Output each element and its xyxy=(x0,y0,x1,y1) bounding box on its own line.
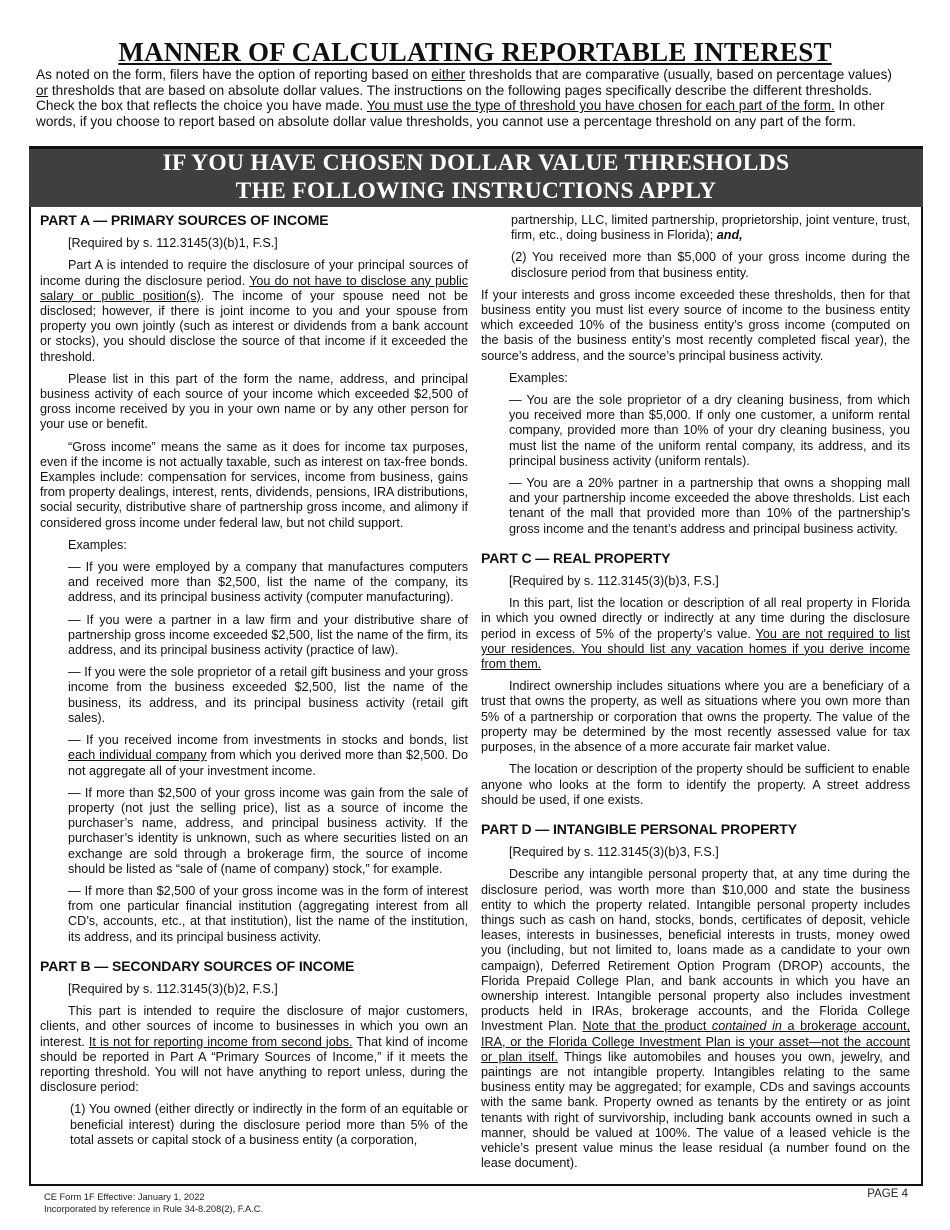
part-b-paragraph: If your interests and gross income exceeded these thresholds, then for that business entity you must list every source of income to the business entity which exceeded 10% of the business entity’s gross income (computed on the basis of the business entity’s most recently completed fiscal year), the source’s address, and the source’s principal business activity. xyxy=(481,287,910,363)
footer-rule: Incorporated by reference in Rule 34-8.208(2), F.A.C. xyxy=(44,1204,264,1214)
part-a-examples-label: Examples: xyxy=(68,537,127,552)
part-a-example: — If you were a partner in a law firm and your distributive share of partnership gross income exceeded $2,500, list the name of the firm, its address, and its principal business activity (practice of law). xyxy=(68,612,468,658)
part-d-paragraph: Describe any intangible personal property that, at any time during the disclosure period, was worth more than $10,000 and state the business entity to which the property related. Intangible personal property includes things such as cash on hand, stocks, bonds, certificates of deposit, vehicle leases, interests in businesses, beneficial interests in trusts, money owed you (including, but not limited to, loans made as a candidate to your own campaign), Deferred Retirement Option Program (DROP) accounts, the Florida Prepaid College Plan, and bank accounts in which you have an ownership interest. Intangible personal property also includes investment products held in IRAs, brokerage accounts, and the Florida College Investment Plan. Note that the product contained in a brokerage account, IRA, or the Florida College Investment Plan is your asset—not the account or plan itself. Things like automobiles and houses you own, jewelry, and paintings are not intangible property. Intangibles relating to the same business entity may be aggregated; for example, CDs and savings accounts with the same bank. Property owned as tenants by the entirety or as joint tenants with right of survivorship, including bank accounts owned in such a manner, should be valued at 100%. The value of a leased vehicle is the vehicle’s present value minus the lease residual (a number found on the lease document). xyxy=(481,867,910,1171)
threshold-banner xyxy=(29,146,923,207)
part-d-heading: PART D — INTANGIBLE PERSONAL PROPERTY xyxy=(481,820,797,837)
part-d-required: [Required by s. 112.3145(3)(b)3, F.S.] xyxy=(509,845,719,860)
left-column xyxy=(40,213,468,1155)
part-c-required: [Required by s. 112.3145(3)(b)3, F.S.] xyxy=(509,574,719,589)
footer-form: CE Form 1F Effective: January 1, 2022 xyxy=(44,1192,205,1202)
part-b-examples-label: Examples: xyxy=(509,370,568,385)
part-a-example: — If you were the sole proprietor of a retail gift business and your gross income from the business exceeded $2,500, list the name of the business, its address, and its principal business activity (retail gift sales). xyxy=(68,665,468,725)
part-b-example: — You are the sole proprietor of a dry cleaning business, from which you received more than $5,000. If only one customer, a uniform rental company, provided more than 10% of your dry cleaning business, you must list the name of the uniform rental company, its address, and its principal business activity (uniform rentals). xyxy=(509,393,910,468)
part-a-example: — If you received income from investments in stocks and bonds, list each individual company from which you derived more than $2,500. Do not aggregate all of your investment income. xyxy=(68,733,468,778)
part-a-paragraph: Please list in this part of the form the name, address, and principal business activity of each source of your income which exceeded $2,500 of gross income received by you in your own name or by any other person for your use or benefit. xyxy=(40,371,468,432)
part-c-paragraph: The location or description of the property should be sufficient to enable anyone who looks at the form to identify the property. A street address should be used, if one exists. xyxy=(481,762,910,807)
part-a-paragraph: Part A is intended to require the disclosure of your principal sources of income during the disclosure period. You do not have to disclose any public salary or public position(s). The income of your spouse need not be disclosed; however, if there is joint income to you and your spouse from property you own jointly (such as interest or dividends from a bank account or stocks), you should disclose the source of that income if it exceeded the threshold. xyxy=(40,258,468,364)
part-a-required: [Required by s. 112.3145(3)(b)1, F.S.] xyxy=(68,236,278,251)
part-b-condition-1-continued: partnership, LLC, limited partnership, proprietorship, joint venture, trust, firm, etc., doing business in Florida); and, xyxy=(511,213,910,243)
part-c-heading: PART C — REAL PROPERTY xyxy=(481,549,671,566)
part-a-example: — If you were employed by a company that manufactures computers and received more than $2,500, list the name of the company, its address, and its principal business activity (computer manufacturing). xyxy=(68,560,468,605)
part-b-condition-2: (2) You received more than $5,000 of your gross income during the disclosure period from that business entity. xyxy=(511,250,910,280)
page-title: MANNER OF CALCULATING REPORTABLE INTEREST xyxy=(118,37,832,67)
banner-line-1: IF YOU HAVE CHOSEN DOLLAR VALUE THRESHOLDS xyxy=(162,150,790,176)
banner-line-2: THE FOLLOWING INSTRUCTIONS APPLY xyxy=(235,178,717,204)
part-b-condition-1: (1) You owned (either directly or indirectly in the form of an equitable or beneficial interest) during the disclosure period more than 5% of the total assets or capital stock of a business entity (a corporation, xyxy=(70,1102,468,1147)
footer-form-info xyxy=(44,1191,263,1215)
part-a-heading: PART A — PRIMARY SOURCES OF INCOME xyxy=(40,212,329,228)
part-c-paragraph: Indirect ownership includes situations where you are a beneficiary of a trust that owns the property, as well as situations where you own more than 5% of a partnership or corporation that owns the property. The value of the property may be determined by the most recently assessed value for tax purposes, in the absence of a more accurate fair market value. xyxy=(481,679,910,755)
right-column xyxy=(481,213,910,1178)
part-b-paragraph: This part is intended to require the disclosure of major customers, clients, and other sources of income to businesses in which you own an interest. It is not for reporting income from second jobs. That kind of income should be reported in Part A “Primary Sources of Income,” if it meets the reporting threshold. You will not have anything to report unless, during the disclosure period: xyxy=(40,1004,469,1095)
part-b-heading: PART B — SECONDARY SOURCES OF INCOME xyxy=(40,957,355,974)
part-c-paragraph: In this part, list the location or description of all real property in Florida in which you owned directly or indirectly at any time during the disclosure period in excess of 5% of the property’s value. You are not required to list your residences. You should list any vacation homes if you derive income from them. xyxy=(481,596,911,672)
part-a-paragraph: “Gross income” means the same as it does for income tax purposes, even if the income is not actually taxable, such as interest on tax-free bonds. Examples include: compensation for services, income from business, gains from property dealings, interest, rents, dividends, pensions, IRA distributions, social security, distributive share of partnership gross income, and alimony if considered gross income under federal law, but not child support. xyxy=(40,439,468,530)
intro-paragraph: As noted on the form, filers have the option of reporting based on either thresholds that are comparative (usually, based on percentage values) or thresholds that are based on absolute dollar values. The instructions on the following pages specifically describe the different thresholds. Check the box that reflects the choice you have made. You must use the type of threshold you have chosen for each part of the form. In other words, if you choose to report based on absolute dollar value thresholds, you cannot use a percentage threshold on any part of the form. xyxy=(36,67,892,129)
page-number: PAGE 4 xyxy=(867,1188,908,1200)
part-b-required: [Required by s. 112.3145(3)(b)2, F.S.] xyxy=(68,981,278,996)
part-a-example: — If more than $2,500 of your gross income was in the form of interest from one particular financial institution (aggregating interest from all CD’s, accounts, etc., at that institution), list the name of the institution, its address, and its principal business activity. xyxy=(68,883,468,944)
part-a-example: — If more than $2,500 of your gross income was gain from the sale of property (not just the selling price), list as a source of income the purchaser’s name, address, and principal business activity. If the purchaser’s identity is unknown, such as where securities listed on an exchange are sold through a brokerage firm, the source of income should be listed as “sale of (name of company) stock,” for example. xyxy=(68,785,468,876)
part-b-example: — You are a 20% partner in a partnership that owns a shopping mall and your partnership income exceeded the above thresholds. List each tenant of the mall that provided more than 10% of the partnership’s gross income and the tenant’s address and principal business activity. xyxy=(509,476,910,536)
